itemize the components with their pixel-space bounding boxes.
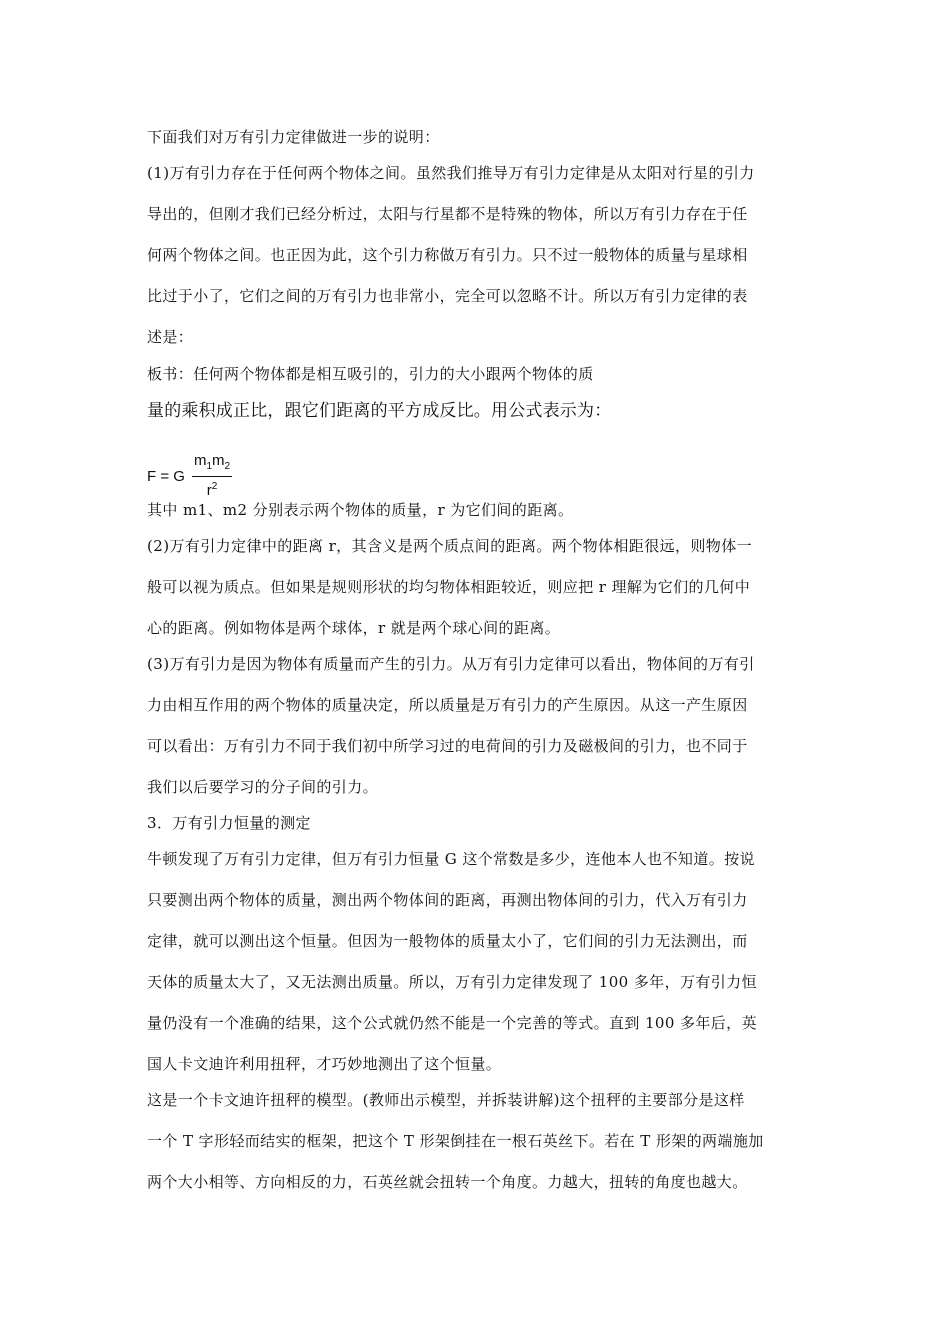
point2-line2: 般可以视为质点。但如果是规则形状的均匀物体相距较近，则应把 r 理解为它们的几何中: [147, 578, 751, 596]
point4-line1: 牛顿发现了万有引力定律，但万有引力恒量 G 这个常数是多少，连他本人也不知道。按说: [147, 850, 755, 868]
formula-lhs: F = G: [147, 468, 185, 485]
formula-mass2-subscript: 2: [224, 461, 231, 472]
point4-line2: 只要测出两个物体的质量，测出两个物体间的距离，再测出物体间的引力，代入万有引力: [147, 891, 748, 909]
point4-line4: 天体的质量太大了，又无法测出质量。所以，万有引力定律发现了 100 多年，万有引力恒: [147, 973, 757, 991]
point2-line3: 心的距离。例如物体是两个球体，r 就是两个球心间的距离。: [147, 619, 561, 637]
formula-mass1-subscript: 1: [206, 461, 212, 472]
point5-line2: 一个 T 字形轻而结实的框架，把这个 T 形架倒挂在一根石英丝下。若在 T 形架的两端施加: [147, 1132, 764, 1150]
point4-line6: 国人卡文迪许利用扭秤，才巧妙地测出了这个恒量。: [147, 1055, 502, 1073]
point1-line1: (1)万有引力存在于任何两个物体之间。虽然我们推导万有引力定律是从太阳对行星的引力: [147, 164, 755, 182]
point1-line2: 导出的，但刚才我们已经分析过，太阳与行星都不是特殊的物体，所以万有引力存在于任: [147, 205, 748, 223]
point1-line3: 何两个物体之间。也正因为此，这个引力称做万有引力。只不过一般物体的质量与星球相: [147, 246, 748, 264]
intro-line: 下面我们对万有引力定律做进一步的说明：: [147, 128, 440, 146]
point1-line4: 比过于小了，它们之间的万有引力也非常小，完全可以忽略不计。所以万有引力定律的表: [147, 287, 748, 305]
point2-line1: (2)万有引力定律中的距离 r，其含义是两个质点间的距离。两个物体相距很远，则物体一: [147, 537, 752, 555]
point4-line3: 定律，就可以测出这个恒量。但因为一般物体的质量太小了，它们间的引力无法测出，而: [147, 932, 748, 950]
formula-denominator: [207, 477, 218, 500]
point4-line5: 量仍没有一个准确的结果，这个公式就仍然不能是一个完善的等式。直到 100 多年后，英: [147, 1014, 757, 1032]
point3-line2: 力由相互作用的两个物体的质量决定，所以质量是万有引力的产生原因。从这一产生原因: [147, 696, 748, 714]
point5-line3: 两个大小相等、方向相反的力，石英丝就会扭转一个角度。力越大，扭转的角度也越大。: [147, 1173, 748, 1191]
formula-distance-symbol: r: [206, 482, 212, 499]
point3-line4: 我们以后要学习的分子间的引力。: [147, 778, 379, 796]
section3-heading: 3．万有引力恒量的测定: [147, 814, 311, 832]
point1-line5: 述是：: [147, 328, 194, 346]
point3-line3: 可以看出：万有引力不同于我们初中所学习过的电荷间的引力及磁极间的引力，也不同于: [147, 737, 748, 755]
point5-line1: 这是一个卡文迪许扭秤的模型。(教师出示模型，并拆装讲解)这个扭秤的主要部分是这样: [147, 1091, 745, 1109]
formula-numerator: [192, 453, 232, 477]
board-note-line2: 量的乘积成正比，跟它们距离的平方成反比。用公式表示为：: [147, 401, 612, 421]
formula-mass1-symbol: m: [193, 452, 207, 469]
point3-line1: (3)万有引力是因为物体有质量而产生的引力。从万有引力定律可以看出，物体间的万有引: [147, 655, 755, 673]
formula-fraction: [192, 453, 232, 500]
gravitation-formula: [147, 453, 232, 500]
formula-explanation: 其中 m1、m2 分别表示两个物体的质量，r 为它们间的距离。: [147, 501, 574, 519]
board-note-line1: 板书：任何两个物体都是相互吸引的，引力的大小跟两个物体的质: [147, 365, 594, 383]
formula-mass2-symbol: m: [212, 452, 225, 469]
formula-exponent: 2: [211, 481, 218, 492]
